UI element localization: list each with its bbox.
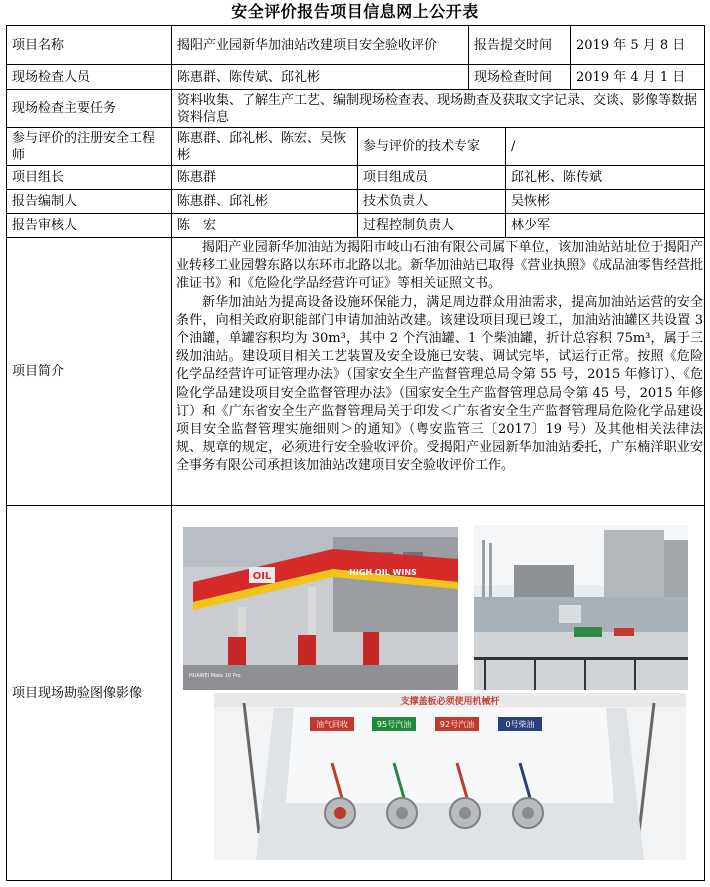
tech-lead-label: 技术负责人 bbox=[363, 194, 429, 209]
main-task-value: 资料收集、了解生产工艺、编制现场检查表、现场勘查及获取文字记录、交谈、影像等数据资料信息 bbox=[177, 92, 698, 125]
intro-paragraph-1: 揭阳产业园新华加油站为揭阳市岐山石油有限公司属下单位，该加油站站址位于揭阳产业转移工业园磐东路以东环市北路以北。新华加油站已取得《营业执照》《成品油零售经营批准证书》和《危险化学品经营许可证》等相关证照文书。 bbox=[176, 240, 703, 292]
valve-cap bbox=[459, 807, 471, 819]
valve-label-text: 0号柴油 bbox=[505, 720, 535, 729]
report-submit-time-label: 报告提交时间 bbox=[474, 37, 553, 53]
inspection-time-label: 现场检查时间 bbox=[474, 69, 553, 85]
valve-label-text: 油气回收 bbox=[316, 720, 348, 729]
project-name-label: 项目名称 bbox=[12, 37, 65, 53]
valve-cap bbox=[334, 807, 346, 819]
members-label: 项目组成员 bbox=[363, 170, 429, 185]
page-title: 安全评价报告项目信息网上公开表 bbox=[231, 2, 479, 21]
valve-cap bbox=[522, 807, 534, 819]
reviewer-label: 报告审核人 bbox=[12, 218, 78, 233]
process-control-value: 林少军 bbox=[511, 218, 551, 233]
project-name-value: 揭阳产业园新华加油站改建项目安全验收评价 bbox=[177, 37, 438, 53]
station-banner-text: HIGH OIL WINS bbox=[349, 568, 417, 577]
inspectors-value: 陈惠群、陈传斌、邱礼彬 bbox=[177, 69, 321, 85]
tech-lead-value: 吴恢彬 bbox=[511, 194, 551, 209]
panel-heading-text: 支撑盖板必须使用机械杆 bbox=[400, 697, 500, 707]
members-value: 邱礼彬、陈传斌 bbox=[511, 170, 603, 185]
leader-label: 项目组长 bbox=[12, 170, 65, 185]
project-intro bbox=[176, 239, 703, 476]
main-task-label: 现场检查主要任务 bbox=[12, 101, 117, 116]
camera-watermark-text: HUAWEI Mate 10 Pro bbox=[189, 673, 241, 679]
engineers-label: 参与评价的注册安全工程师 bbox=[12, 130, 156, 163]
valve-panel-photo bbox=[214, 693, 686, 860]
intro-paragraph-2: 新华加油站为提高设备设施环保能力，满足周边群众用油需求，提高加油站运营的安全条件，向相关政府职能部门申请加油站改建。该建设项目现已竣工，加油站油罐区共设置 3 个油罐，单罐容积均为 30m³，其中 2 个汽油罐、1 个柴油罐，折计总容积 75m³，属于三级加油站。建设项目相关工艺装置及安全设施已安装、调试完毕，试运行正常。按照《危险化学品经营许可证管理办法》（国家安全生产监督管理总局令第 55 号，2015 年修订）、《危险化学品建设项目安全监督管理办法》（国家安全生产监督管理总局令第 45 号，2015 年修订）和《广东省安全生产监督管理局关于印发＜广东省安全生产监督管理局危险化学品建设项目安全监督管理实施细则＞的通知》（粤安监管三〔2017〕19 号）及其他相关法律法规、规章的规定，必须进行安全验收评价。受揭阳产业园新华加油站委托，广东楠洋职业安全事务有限公司承担该加油站改建项目安全验收评价工作。 bbox=[176, 294, 703, 474]
valve-label-text: 95号汽油 bbox=[376, 720, 412, 729]
inspectors-label: 现场检查人员 bbox=[12, 69, 91, 85]
tank-area-photo bbox=[474, 525, 688, 690]
process-control-label: 过程控制负责人 bbox=[363, 218, 455, 233]
photos-label: 项目现场勘验图像影像 bbox=[12, 685, 143, 701]
gas-station-photo bbox=[183, 527, 458, 690]
experts-label: 参与评价的技术专家 bbox=[363, 139, 481, 154]
experts-value: / bbox=[511, 139, 516, 154]
engineers-value: 陈惠群、邱礼彬、陈宏、吴恢彬 bbox=[177, 130, 347, 163]
editor-label: 报告编制人 bbox=[12, 194, 78, 209]
intro-label: 项目简介 bbox=[12, 364, 65, 379]
valve-label-text: 92号汽油 bbox=[439, 720, 475, 729]
report-submit-time-value: 2019 年 5 月 8 日 bbox=[576, 37, 686, 53]
reviewer-value: 陈 宏 bbox=[177, 218, 217, 233]
inspection-time-value: 2019 年 4 月 1 日 bbox=[576, 69, 686, 85]
editor-value: 陈惠群、邱礼彬 bbox=[177, 194, 269, 209]
valve-cap bbox=[396, 807, 408, 819]
leader-value: 陈惠群 bbox=[177, 170, 217, 185]
station-sign-text: OIL bbox=[252, 571, 272, 582]
